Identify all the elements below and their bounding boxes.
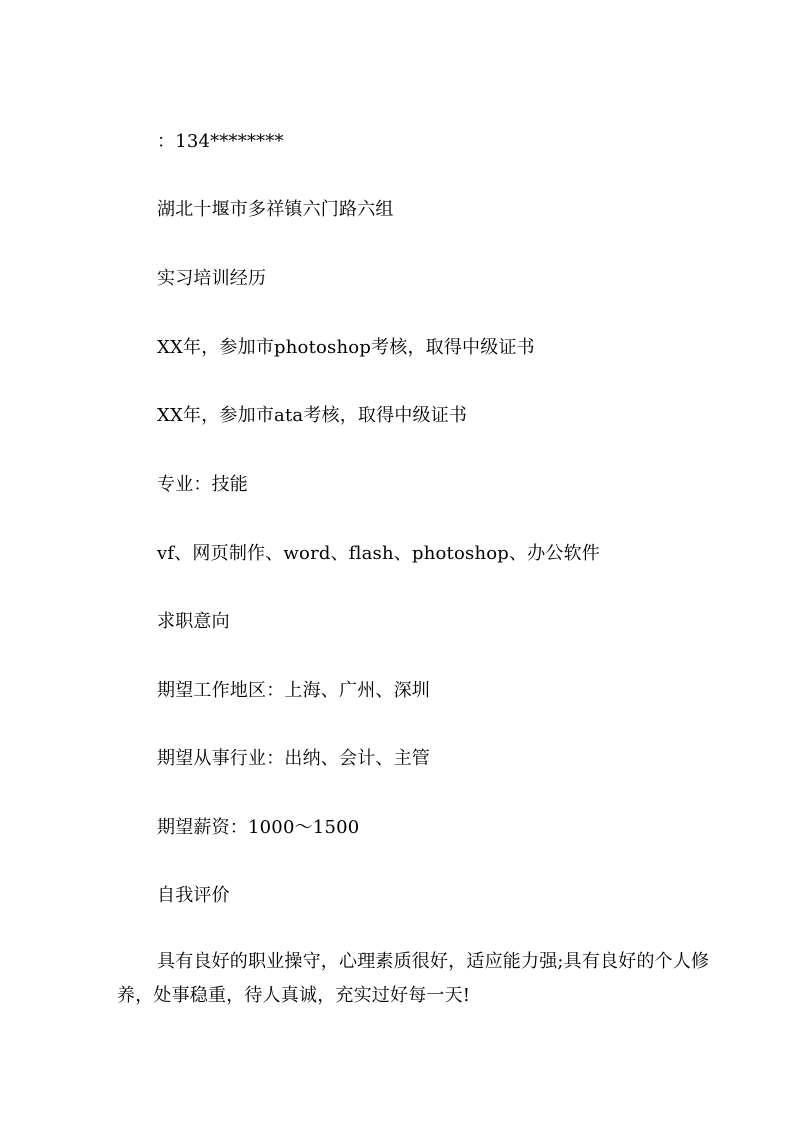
self-evaluation-paragraph: 具有良好的职业操守，心理素质很好，适应能力强;具有良好的个人修养，处事稳重，待人真诚，充实过好每一天! xyxy=(117,951,710,1006)
training-item-photoshop: XX年，参加市photoshop考核，取得中级证书 xyxy=(157,337,535,358)
desired-industry: 期望从事行业：出纳、会计、主管 xyxy=(157,748,430,769)
desired-salary: 期望薪资：1000～1500 xyxy=(157,817,360,838)
skills-list: vf、网页制作、word、flash、photoshop、办公软件 xyxy=(157,543,600,564)
section-heading-skills: 专业：技能 xyxy=(157,474,248,495)
address: 湖北十堰市多祥镇六门路六组 xyxy=(157,199,394,220)
training-item-ata: XX年，参加市ata考核，取得中级证书 xyxy=(157,405,468,426)
section-heading-job-intention: 求职意向 xyxy=(157,611,230,632)
desired-location: 期望工作地区：上海、广州、深圳 xyxy=(157,680,430,701)
phone-number: ：134******** xyxy=(157,131,284,152)
section-heading-training: 实习培训经历 xyxy=(157,268,267,289)
section-heading-self-evaluation: 自我评价 xyxy=(157,885,230,906)
